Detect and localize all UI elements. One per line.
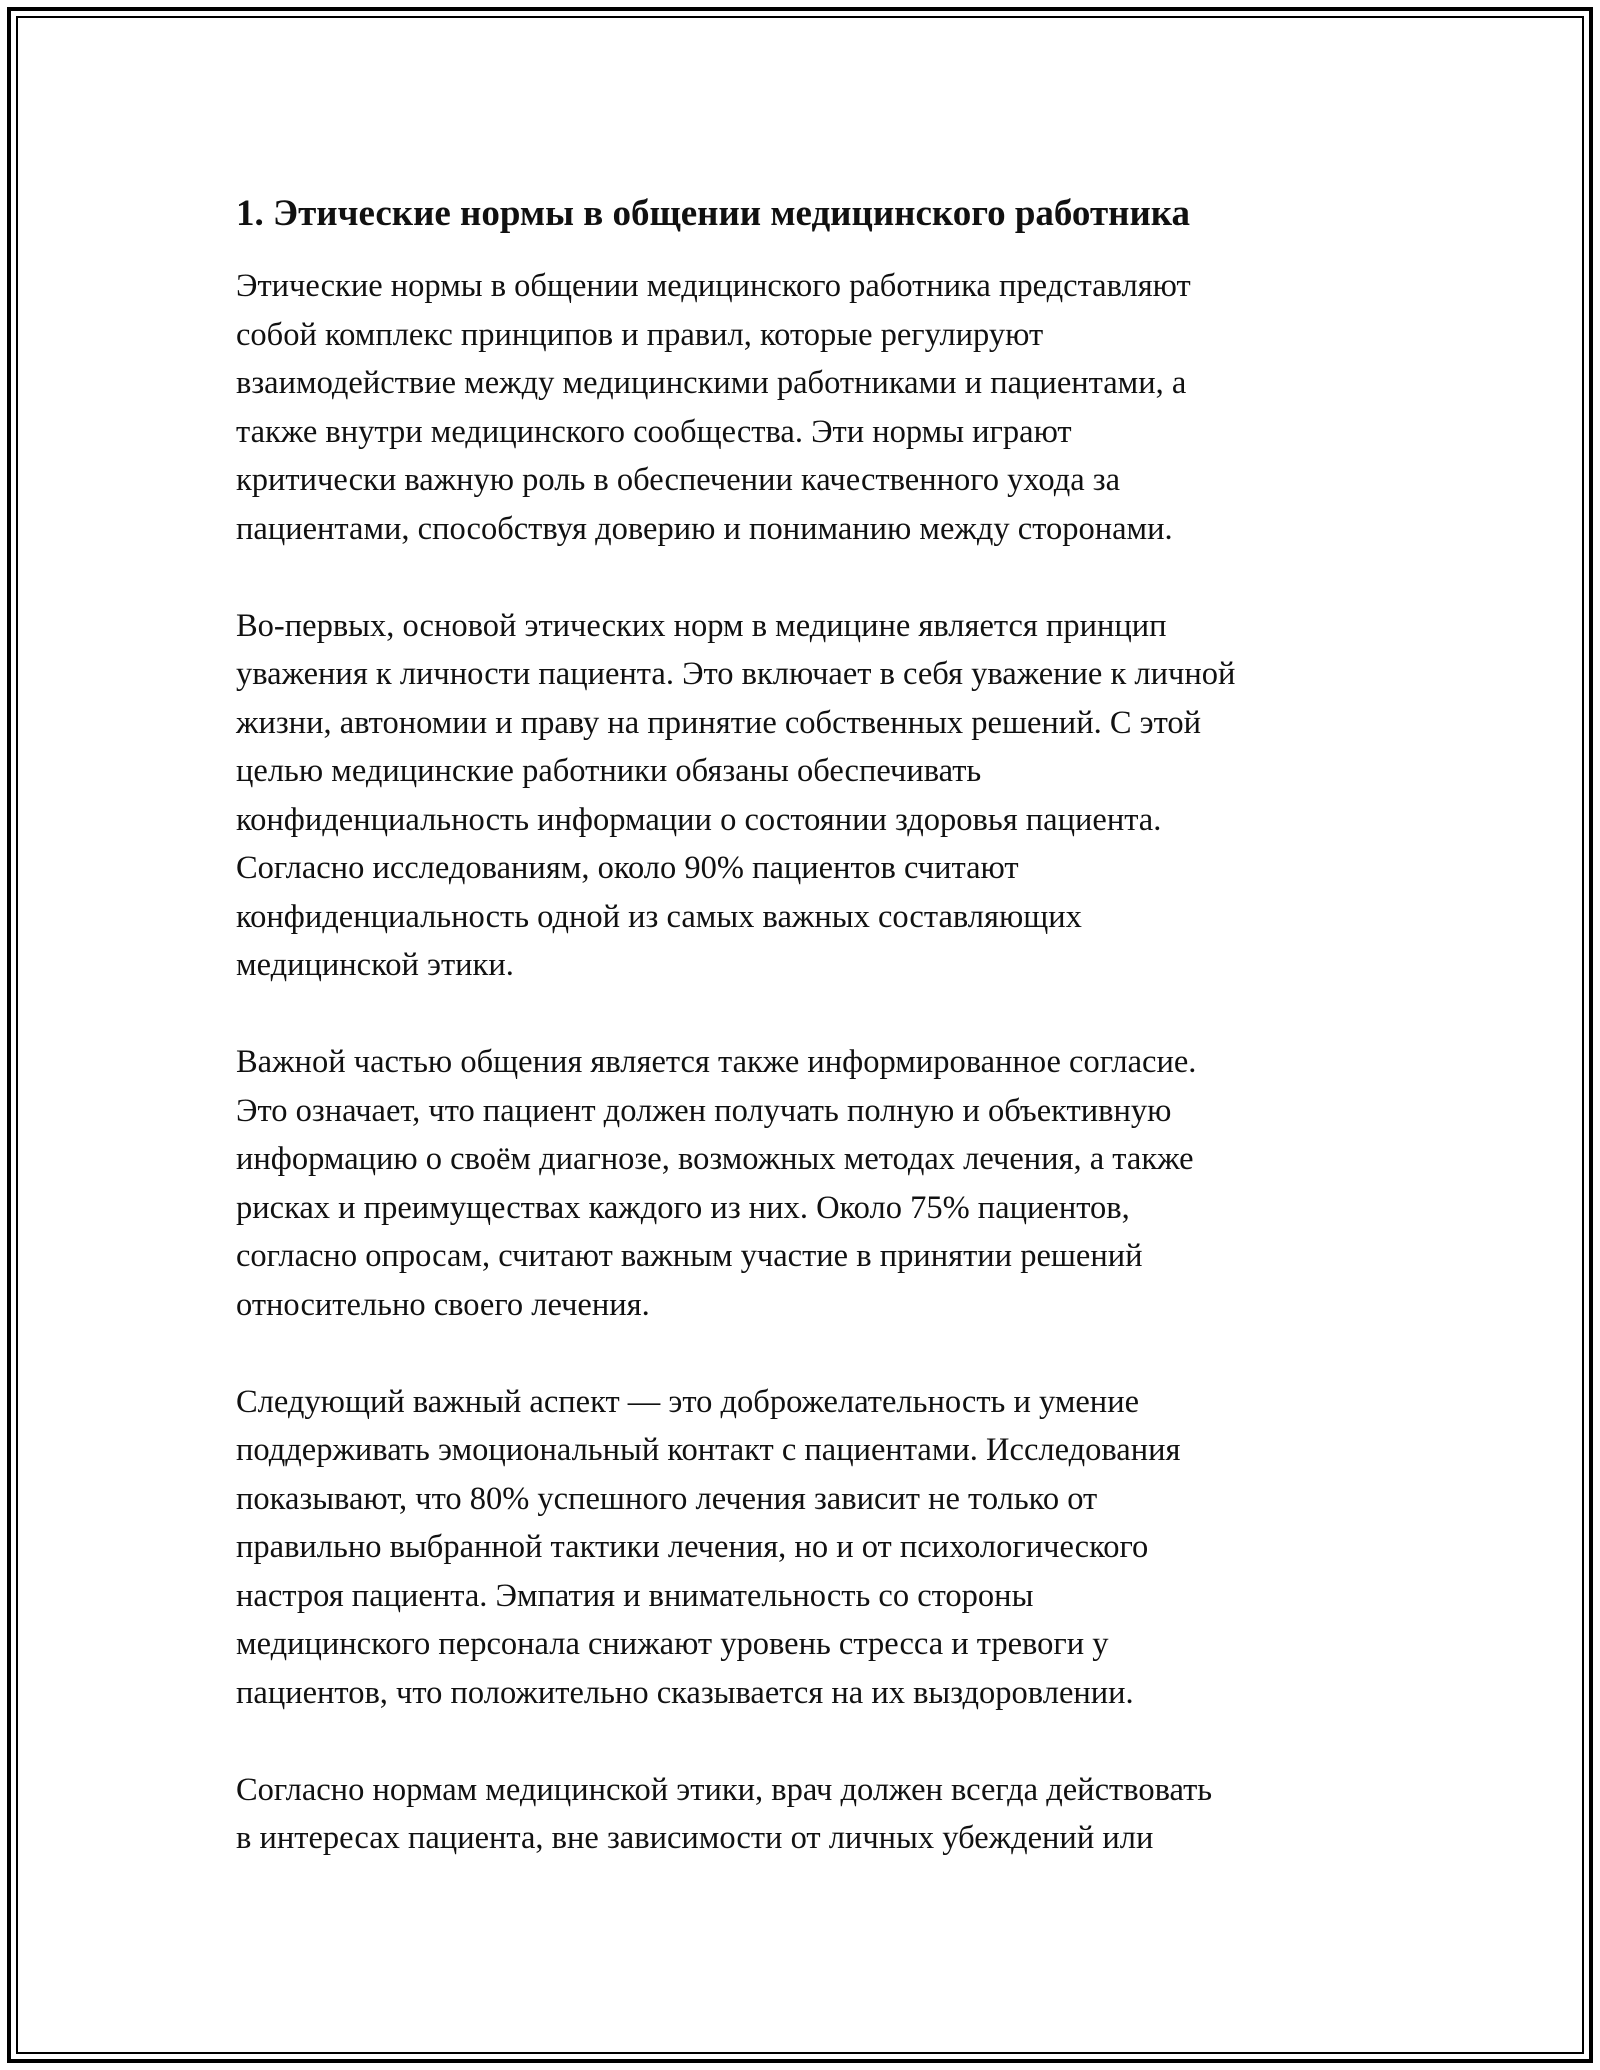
text-line: целью медицинские работники обязаны обеспечивать: [236, 753, 982, 789]
text-line: правильно выбранной тактики лечения, но и от психологического: [236, 1529, 1149, 1565]
paragraph-informed-consent: [236, 1038, 1376, 1329]
text-line: взаимодействие между медицинскими работниками и пациентами, а: [236, 365, 1187, 401]
text-line: пациентами, способствуя доверию и пониманию между сторонами.: [236, 510, 1173, 547]
text-line: Этические нормы в общении медицинского работника представляют: [236, 268, 1191, 304]
text-line: согласно опросам, считают важным участие в принятии решений: [236, 1238, 1143, 1274]
section-heading: 1. Этические нормы в общении медицинского работника: [236, 193, 1191, 234]
text-line: Следующий важный аспект — это доброжелательность и умение: [236, 1383, 1140, 1420]
text-line: Это означает, что пациент должен получать полную и объективную: [236, 1092, 1172, 1129]
text-line: собой комплекс принципов и правил, которые регулируют: [236, 316, 1044, 353]
text-line: критически важную роль в обеспечении качественного ухода за: [236, 462, 1121, 498]
text-line: также внутри медицинского сообщества. Эти нормы играют: [236, 413, 1072, 450]
text-line: Согласно нормам медицинской этики, врач должен всегда действовать: [236, 1771, 1213, 1808]
text-line: уважения к личности пациента. Это включает в себя уважение к личной: [236, 656, 1236, 692]
paragraph-patient-interest: [236, 1766, 1376, 1863]
paragraph-empathy: [236, 1378, 1376, 1718]
text-line: показывают, что 80% успешного лечения зависит не только от: [236, 1480, 1098, 1517]
text-line: конфиденциальность одной из самых важных составляющих: [236, 898, 1082, 935]
paragraph-intro: [236, 262, 1376, 553]
text-line: жизни, автономии и праву на принятие собственных решений. С этой: [236, 704, 1202, 741]
text-line: пациентов, что положительно сказывается на их выздоровлении.: [236, 1674, 1134, 1711]
text-line: в интересах пациента, вне зависимости от личных убеждений или: [236, 1820, 1154, 1856]
text-line: Согласно исследованиям, около 90% пациентов считают: [236, 850, 1019, 886]
text-line: Важной частью общения является также информированное согласие.: [236, 1044, 1197, 1080]
paragraph-respect: [236, 602, 1376, 990]
text-line: конфиденциальность информации о состоянии здоровья пациента.: [236, 801, 1162, 838]
text-line: поддерживать эмоциональный контакт с пациентами. Исследования: [236, 1432, 1181, 1468]
text-line: медицинской этики.: [236, 947, 514, 983]
text-line: Во-первых, основой этических норм в медицине является принцип: [236, 607, 1167, 644]
text-line: относительно своего лечения.: [236, 1286, 650, 1323]
text-line: информацию о своём диагнозе, возможных методах лечения, а также: [236, 1141, 1194, 1177]
text-line: рисках и преимуществах каждого из них. Около 75% пациентов,: [236, 1189, 1130, 1226]
text-line: настроя пациента. Эмпатия и внимательность со стороны: [236, 1577, 1034, 1614]
document-body: [236, 188, 1376, 1911]
text-line: медицинского персонала снижают уровень стресса и тревоги у: [236, 1626, 1109, 1662]
